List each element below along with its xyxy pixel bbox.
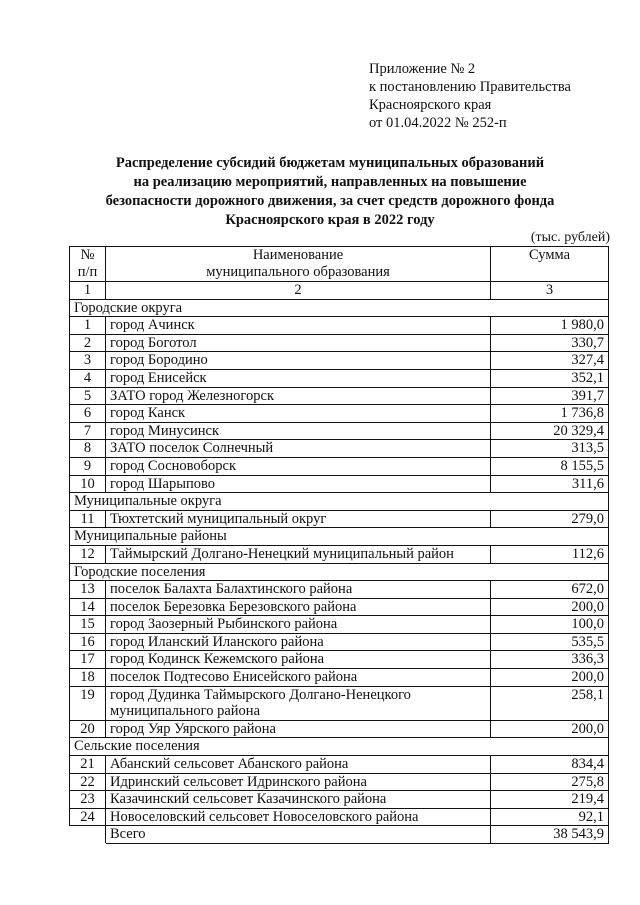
row-number: 24 [70,808,106,826]
total-row [70,826,609,844]
title-line: безопасности дорожного движения, за счет средств дорожного фонда [105,193,555,209]
table-row [70,352,609,370]
row-name: город Минусинск [106,422,491,440]
group-title: Муниципальные округа [70,493,609,511]
table-body [70,299,609,843]
row-sum: 352,1 [491,369,609,387]
row-name: Казачинский сельсовет Казачинского района [106,791,491,809]
table-header-row [70,247,609,282]
row-number: 23 [70,791,106,809]
table-row [70,475,609,493]
row-number: 6 [70,405,106,423]
table-row [70,334,609,352]
title-line: Распределение субсидий бюджетам муниципальных образований [115,155,545,171]
row-name: город Канск [106,405,491,423]
row-name: город Уяр Уярского района [106,720,491,738]
row-sum: 330,7 [491,334,609,352]
total-sum: 38 543,9 [491,826,609,844]
table-row [70,440,609,458]
row-sum: 20 329,4 [491,422,609,440]
row-number: 20 [70,720,106,738]
table-row [70,581,609,599]
header-name-line: Наименование [252,247,344,263]
row-name: поселок Березовка Березовского района [106,598,491,616]
row-number: 4 [70,369,106,387]
row-name: Абанский сельсовет Абанского района [106,756,491,774]
row-number: 2 [70,334,106,352]
row-sum: 327,4 [491,352,609,370]
total-label: Всего [106,826,491,844]
row-sum: 200,0 [491,598,609,616]
table-row [70,545,609,563]
row-sum: 200,0 [491,669,609,687]
table-row [70,422,609,440]
table-row [70,616,609,634]
row-number: 14 [70,598,106,616]
table-row [70,651,609,669]
row-number: 3 [70,352,106,370]
row-number: 11 [70,510,106,528]
row-sum: 100,0 [491,616,609,634]
column-number: 3 [491,282,609,300]
row-sum: 112,6 [491,545,609,563]
group-row [70,738,609,756]
header-sum: Сумма [491,247,609,282]
header-number-line: № [80,247,95,263]
table-row [70,387,609,405]
total-empty-cell [70,826,106,844]
row-number: 22 [70,773,106,791]
header-name-line: муниципального образования [206,263,390,280]
column-number: 1 [70,282,106,300]
row-name: город Боготол [106,334,491,352]
title-line: на реализацию мероприятий, направленных на повышение [133,174,527,190]
table-row [70,720,609,738]
row-number: 19 [70,686,106,720]
row-number: 17 [70,651,106,669]
table-row [70,598,609,616]
row-number: 5 [70,387,106,405]
row-sum: 1 736,8 [491,405,609,423]
header-name [106,247,491,282]
row-number: 16 [70,633,106,651]
row-number: 8 [70,440,106,458]
row-number: 9 [70,457,106,475]
row-number: 18 [70,669,106,687]
row-number: 7 [70,422,106,440]
row-name: Тюхтетский муниципальный округ [106,510,491,528]
table-row [70,669,609,687]
row-name: город Ачинск [106,317,491,335]
row-sum: 8 155,5 [491,457,609,475]
column-number: 2 [106,282,491,300]
column-numbers-row [70,282,609,300]
row-name: ЗАТО поселок Солнечный [106,440,491,458]
units-label: (тыс. рублей) [530,230,610,245]
row-sum: 311,6 [491,475,609,493]
row-name: Идринский сельсовет Идринского района [106,773,491,791]
row-number: 21 [70,756,106,774]
annex-block [369,60,629,132]
row-sum: 672,0 [491,581,609,599]
group-row [70,299,609,317]
row-sum: 279,0 [491,510,609,528]
row-name: город Бородино [106,352,491,370]
table-row [70,633,609,651]
table-row [70,773,609,791]
row-name: поселок Балахта Балахтинского района [106,581,491,599]
annex-line: Приложение № 2 [369,61,476,77]
annex-line: к постановлению Правительства [369,79,571,95]
row-number: 10 [70,475,106,493]
subsidy-table [69,246,609,844]
row-number: 15 [70,616,106,634]
header-number [70,247,106,282]
row-name: поселок Подтесово Енисейского района [106,669,491,687]
title-line: Красноярского края в 2022 году [225,212,435,228]
table-row [70,791,609,809]
row-number: 1 [70,317,106,335]
row-sum: 313,5 [491,440,609,458]
table-row [70,457,609,475]
group-row [70,563,609,581]
row-name: город Енисейск [106,369,491,387]
row-number: 12 [70,545,106,563]
annex-line: от 01.04.2022 № 252-п [369,115,507,131]
annex-line: Красноярского края [369,97,492,113]
row-number: 13 [70,581,106,599]
row-sum: 535,5 [491,633,609,651]
row-sum: 834,4 [491,756,609,774]
row-sum: 275,8 [491,773,609,791]
table-row [70,756,609,774]
table-row [70,405,609,423]
row-sum: 336,3 [491,651,609,669]
row-sum: 391,7 [491,387,609,405]
table-row [70,686,609,720]
row-sum: 258,1 [491,686,609,720]
document-title [60,154,600,230]
group-title: Городские округа [70,299,609,317]
group-row [70,528,609,546]
table-row [70,510,609,528]
row-name: город Иланский Иланского района [106,633,491,651]
row-sum: 92,1 [491,808,609,826]
group-title: Городские поселения [70,563,609,581]
row-name: город Дудинка Таймырского Долгано-Ненецкого муниципального района [106,686,491,720]
header-number-line: п/п [77,264,98,280]
row-name: город Кодинск Кежемского района [106,651,491,669]
table-row [70,808,609,826]
group-title: Муниципальные районы [70,528,609,546]
row-sum: 1 980,0 [491,317,609,335]
row-name: Таймырский Долгано-Ненецкий муниципальный район [106,545,491,563]
row-name: ЗАТО город Железногорск [106,387,491,405]
row-sum: 200,0 [491,720,609,738]
row-sum: 219,4 [491,791,609,809]
row-name: город Шарыпово [106,475,491,493]
row-name: город Заозерный Рыбинского района [106,616,491,634]
table-row [70,369,609,387]
group-row [70,493,609,511]
table-row [70,317,609,335]
row-name: Новоселовский сельсовет Новоселовского района [106,808,491,826]
group-title: Сельские поселения [70,738,609,756]
row-name: город Сосновоборск [106,457,491,475]
